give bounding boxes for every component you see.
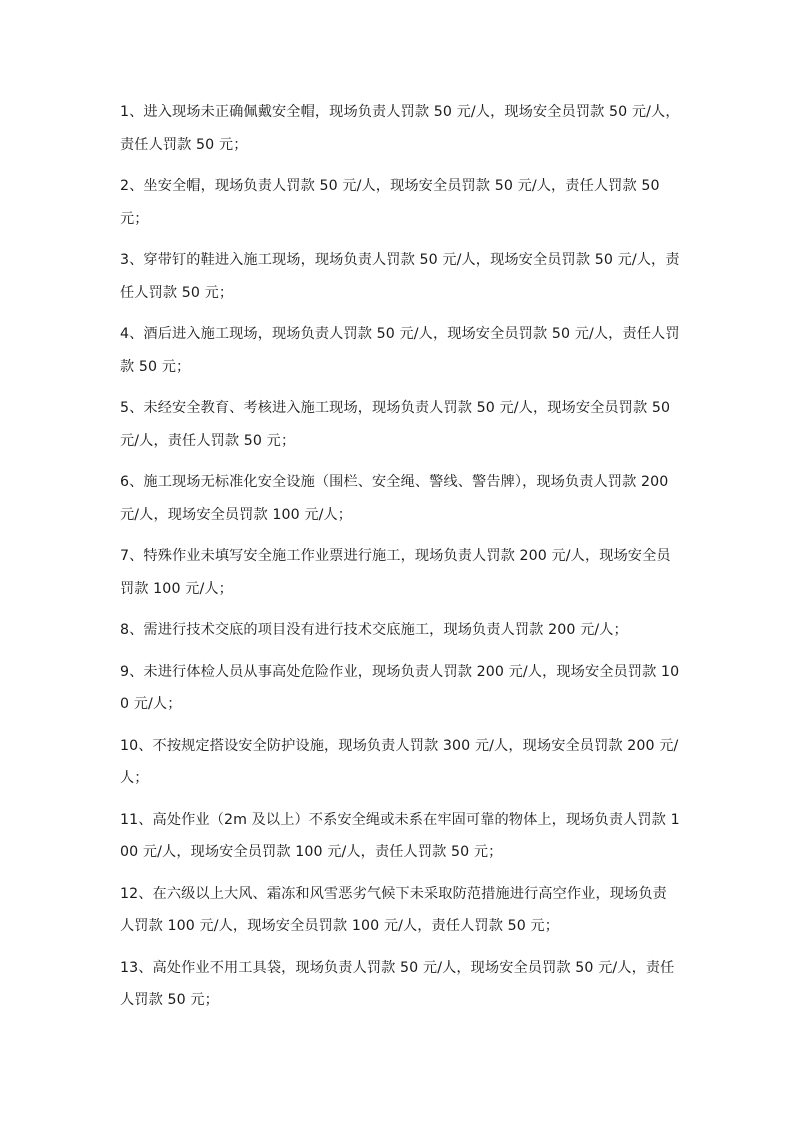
list-item: 8、需进行技术交底的项目没有进行技术交底施工，现场负责人罚款 200 元/人； — [120, 622, 628, 638]
document-page — [120, 96, 680, 1026]
list-item: 9、未进行体检人员从事高处危险作业，现场负责人罚款 200 元/人，现场安全员罚款 100 元/人； — [120, 663, 680, 712]
list-item: 13、高处作业不用工具袋，现场负责人罚款 50 元/人，现场安全员罚款 50 元/人，责任人罚款 50 元； — [120, 959, 675, 1008]
list-item: 1、进入现场未正确佩戴安全帽，现场负责人罚款 50 元/人，现场安全员罚款 50 元/人，责任人罚款 50 元； — [120, 104, 680, 153]
list-item: 12、在六级以上大风、霜冻和风雪恶劣气候下未采取防范措施进行高空作业，现场负责人罚款 100 元/人，现场安全员罚款 100 元/人，责任人罚款 50 元； — [120, 885, 667, 934]
list-item: 3、穿带钉的鞋进入施工现场，现场负责人罚款 50 元/人，现场安全员罚款 50 元/人，责任人罚款 50 元； — [120, 252, 680, 301]
list-item: 4、酒后进入施工现场，现场负责人罚款 50 元/人，现场安全员罚款 50 元/人，责任人罚款 50 元； — [120, 326, 680, 375]
list-item: 11、高处作业（2m 及以上）不系安全绳或未系在牢固可靠的物体上，现场负责人罚款 100 元/人，现场安全员罚款 100 元/人，责任人罚款 50 元； — [120, 811, 680, 860]
list-item: 6、施工现场无标准化安全设施（围栏、安全绳、警线、警告牌），现场负责人罚款 200 元/人，现场安全员罚款 100 元/人； — [120, 474, 669, 523]
list-item: 7、特殊作业未填写安全施工作业票进行施工，现场负责人罚款 200 元/人，现场安全员罚款 100 元/人； — [120, 548, 671, 597]
list-item: 5、未经安全教育、考核进入施工现场，现场负责人罚款 50 元/人，现场安全员罚款 50 元/人，责任人罚款 50 元； — [120, 400, 671, 449]
list-item: 2、坐安全帽，现场负责人罚款 50 元/人，现场安全员罚款 50 元/人，责任人罚款 50 元； — [120, 178, 660, 227]
list-item: 10、不按规定搭设安全防护设施，现场负责人罚款 300 元/人，现场安全员罚款 200 元/人； — [120, 737, 679, 786]
